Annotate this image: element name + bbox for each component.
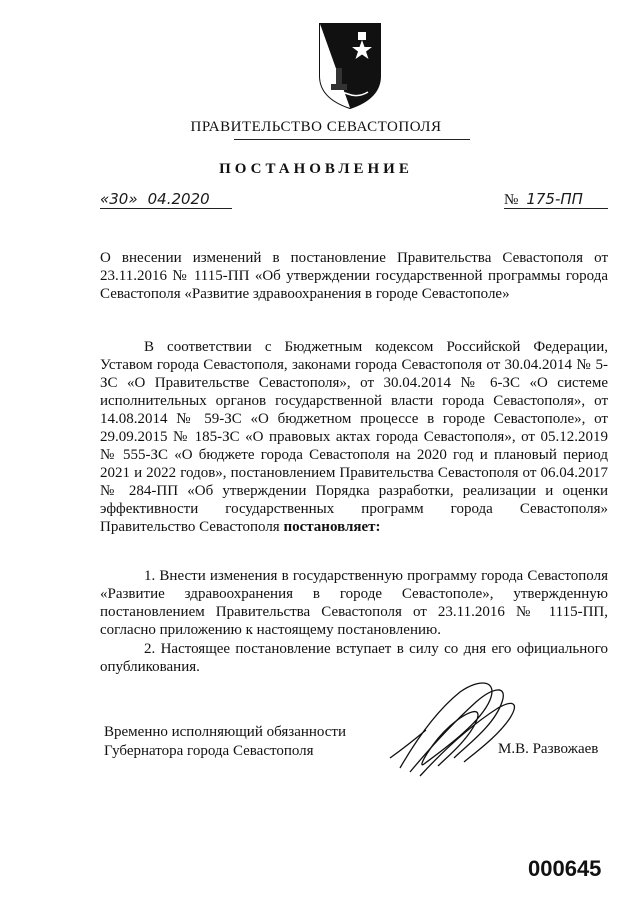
serial-number: 000645: [528, 856, 602, 881]
number-field: [504, 190, 608, 209]
date-day: «30»: [100, 190, 138, 208]
document-subject: О внесении изменений в постановление Правительства Севастополя от 23.11.2016 № 1115-ПП «Об утверждении государственной программы города Севастополя «Развитие здравоохранения в городе Севастополе»: [100, 250, 608, 302]
preamble-paragraph: [100, 338, 608, 536]
date-month-year: 04.2020: [147, 190, 210, 208]
resolution-verb: постановляет:: [283, 519, 381, 535]
date-field: [100, 190, 232, 209]
document-type: ПОСТАНОВЛЕНИЕ: [219, 161, 413, 177]
number-label: №: [504, 192, 519, 208]
signatory-name: М.В. Развожаев: [498, 741, 599, 757]
number-value: 175-ПП: [526, 190, 583, 208]
title-divider: [234, 139, 470, 140]
government-title: ПРАВИТЕЛЬСТВО СЕВАСТОПОЛЯ: [190, 119, 442, 135]
signatory-role-line: Временно исполняющий обязанности: [104, 724, 347, 740]
signatory-role: [104, 723, 346, 761]
handwritten-signature: [380, 672, 540, 784]
list-item: 2. Настоящее постановление вступает в силу со дня его официального опубликования.: [100, 641, 608, 675]
coat-of-arms-icon: [314, 18, 386, 110]
list-item: 1. Внести изменения в государственную программу города Севастополя «Развитие здравоохранения в городе Севастополе», утвержденную постановлением Правительства Севастополя от 23.11.2016 № 1115-ПП, согласно приложению к настоящему постановлению.: [100, 568, 608, 638]
signatory-role-line: Губернатора города Севастополя: [104, 743, 314, 759]
preamble-text: В соответствии с Бюджетным кодексом Российской Федерации, Уставом города Севастополя, законами города Севастополя от 30.04.2014 № 5-ЗС «О Правительстве Севастополя», от 30.04.2014 № 6-ЗС «О системе исполнительных органов государственной власти города Севастополя», от 14.08.2014 № 59-ЗС «О бюджетном процессе в городе Севастополе», от 29.09.2015 № 185-ЗС «О правовых актах города Севастополя», от 05.12.2019 № 555-ЗС «О бюджете города Севастополя на 2020 год и плановый период 2021 и 2022 годов», постановлением Правительства Севастополя от 06.04.2017 № 284-ПП «Об утверждении Порядка разработки, реализации и оценки эффективности государственных программ города Севастополя» Правительство Севастополя: [100, 339, 608, 535]
